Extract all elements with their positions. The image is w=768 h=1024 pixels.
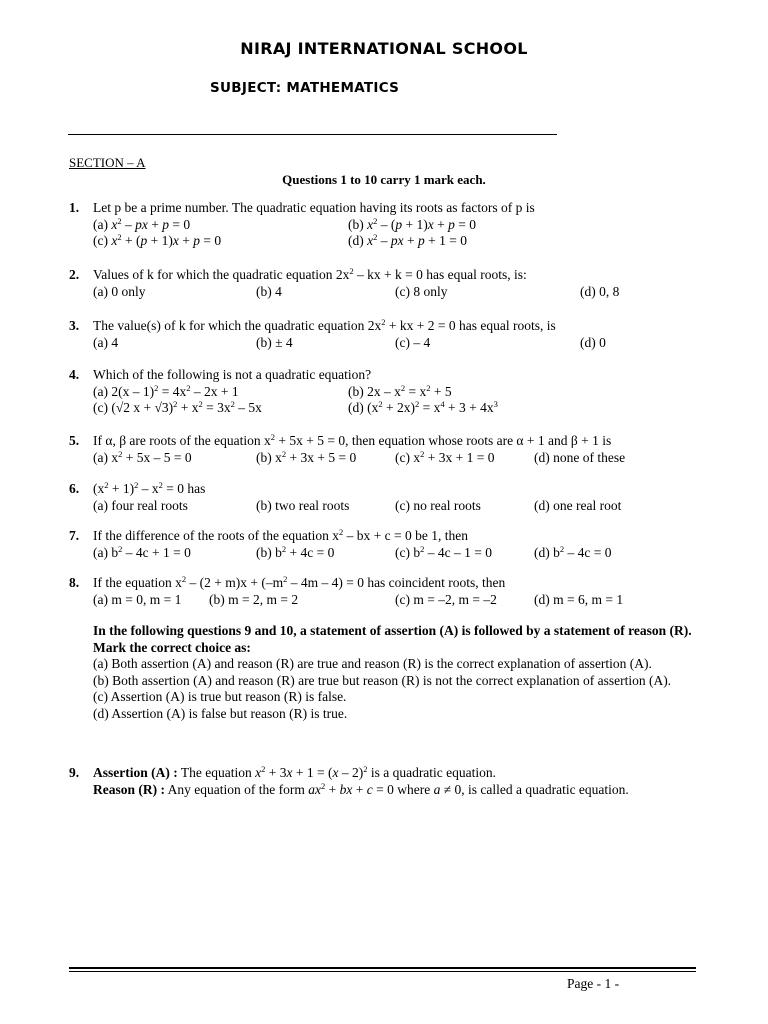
question-text: If the equation $x^2 - (2 + m)x + (-m^2 - 4m - 4) = 0$ has coincident roots, then <box>93 574 506 590</box>
option-c: (c) (√2 $x + √3)^2 + x^2 = 3x^2 - 5x$ <box>93 399 262 415</box>
option-c: (c) $x^2 + 3x + 1 = 0$ <box>395 448 495 465</box>
option-b: (b) 4 <box>256 283 282 299</box>
choice-a: (a) Both assertion (A) and reason (R) are true and reason (R) is the correct explanation of assertion (A). <box>93 656 652 671</box>
option-d: (d) one real root <box>534 497 622 513</box>
options-row <box>93 335 709 352</box>
question-6 <box>69 481 709 514</box>
option-d: (d) 0, 8 <box>580 283 620 299</box>
question-7 <box>69 528 709 561</box>
choice-d: (d) Assertion (A) is false but reason (R) is true. <box>93 705 348 721</box>
options-row <box>93 284 709 301</box>
question-number: 2. <box>69 267 80 282</box>
option-a: (a) 4 <box>93 334 119 350</box>
question-8 <box>69 575 709 608</box>
footer-divider-thin <box>69 971 696 972</box>
subject-title: SUBJECT: MATHEMATICS <box>210 80 400 96</box>
options-row <box>93 233 709 250</box>
option-c: (c) 8 only <box>395 283 448 299</box>
option-a: (a) four real roots <box>93 497 188 513</box>
question-number: 3. <box>69 318 80 333</box>
options-row <box>93 400 709 417</box>
choice-c: (c) Assertion (A) is true but reason (R) is false. <box>93 689 347 704</box>
option-c: (c) $x^2 + (p + 1)x + p = 0$ <box>93 232 222 248</box>
option-b: (b) $x^2 + 3x + 5 = 0$ <box>256 448 357 465</box>
question-number: 1. <box>69 200 80 215</box>
option-a: (a) 0 only <box>93 283 146 299</box>
choice-b: (b) Both assertion (A) and reason (R) are true but reason (R) is not the correct explanation of assertion (A). <box>93 672 672 688</box>
question-3 <box>69 318 709 351</box>
question-text: $(x^2 + 1)^2 - x^2 = 0$ has <box>93 480 206 496</box>
options-row <box>93 217 709 234</box>
option-d: (d) m = 6, m = 1 <box>534 591 624 607</box>
question-2 <box>69 267 709 300</box>
option-b: (b) two real roots <box>256 497 350 513</box>
question-text: Values of k for which the quadratic equation $2x^2$ – kx + k = 0 has equal roots, is: <box>93 266 527 282</box>
footer-divider <box>69 967 696 969</box>
option-b: (b) m = 2, m = 2 <box>209 591 299 607</box>
option-c: (c) – 4 <box>395 334 431 350</box>
options-row <box>93 450 749 467</box>
option-d: (d) $x^2$ – px + p + 1 = 0 <box>348 232 467 248</box>
options-row <box>93 592 709 609</box>
options-row <box>93 498 709 515</box>
option-d: (d) 0 <box>580 334 606 350</box>
question-number: 7. <box>69 528 80 543</box>
assertion-statement: Assertion (A) : The equation $x^2 + 3x + 1 = (x - 2)^2$ is a quadratic equation. <box>93 764 497 780</box>
option-c: (c) m = –2, m = –2 <box>395 591 497 607</box>
option-b: (b) $b^2 + 4c = 0$ <box>256 543 335 560</box>
question-4 <box>69 367 709 417</box>
question-number: 6. <box>69 481 80 496</box>
option-c: (c) $b^2 - 4c - 1 = 0$ <box>395 543 492 560</box>
question-number: 8. <box>69 575 80 590</box>
question-9 <box>69 765 709 798</box>
question-5 <box>69 433 749 466</box>
question-number: 5. <box>69 433 80 448</box>
section-heading: SECTION – A <box>69 155 146 170</box>
marks-instruction: Questions 1 to 10 carry 1 mark each. <box>282 172 486 187</box>
reason-statement: Reason (R) : Any equation of the form $ax^2$ + bx + c = 0 where a ≠ 0, is called a quadratic equation. <box>93 780 629 797</box>
question-text: The value(s) of k for which the quadratic equation $2x^2$ + kx + 2 = 0 has equal roots, is <box>93 317 556 333</box>
question-text: If the difference of the roots of the equation $x^2$ – bx + c = 0 be 1, then <box>93 527 469 543</box>
option-b: (b) $x^2 - (p + 1)x + p = 0$ <box>348 215 476 232</box>
option-d: (d) none of these <box>534 449 626 465</box>
question-number: 9. <box>69 765 80 780</box>
option-a: (a) $2(x - 1)^2 = 4x^2 - 2x + 1$ <box>93 382 239 399</box>
question-text: Let p be a prime number. The quadratic equation having its roots as factors of p is <box>93 200 535 215</box>
option-c: (c) no real roots <box>395 497 481 513</box>
assertion-reason-instructions <box>93 623 708 722</box>
option-d: (d) $b^2 - 4c = 0$ <box>534 543 612 560</box>
option-b: (b) $2x - x^2 = x^2 + 5$ <box>348 382 452 399</box>
option-d: (d) $(x^2 + 2x)^2 = x^4 + 3 + 4x^3$ <box>348 399 498 415</box>
option-a: (a) $x^2$ – px + p = 0 <box>93 215 191 232</box>
question-number: 4. <box>69 367 80 382</box>
option-a: (a) m = 0, m = 1 <box>93 591 182 607</box>
question-1 <box>69 200 709 250</box>
options-row <box>93 384 709 401</box>
header-divider <box>68 134 557 135</box>
school-name: NIRAJ INTERNATIONAL SCHOOL <box>240 39 528 58</box>
question-text: If α, β are roots of the equation $x^2 + 5x + 5 = 0$, then equation whose roots are α + 1 and β + 1 is <box>93 432 612 448</box>
option-b: (b) ± 4 <box>256 334 293 350</box>
option-a: (a) $b^2 - 4c + 1 = 0$ <box>93 543 191 560</box>
option-a: (a) $x^2 + 5x - 5 = 0$ <box>93 448 192 465</box>
question-text: Which of the following is not a quadratic equation? <box>93 367 372 382</box>
assertion-heading: In the following questions 9 and 10, a statement of assertion (A) is followed by a statement of reason (R). Mark the correct choice as: <box>93 623 692 655</box>
page-number: Page - 1 - <box>567 976 620 991</box>
options-row <box>93 545 709 562</box>
